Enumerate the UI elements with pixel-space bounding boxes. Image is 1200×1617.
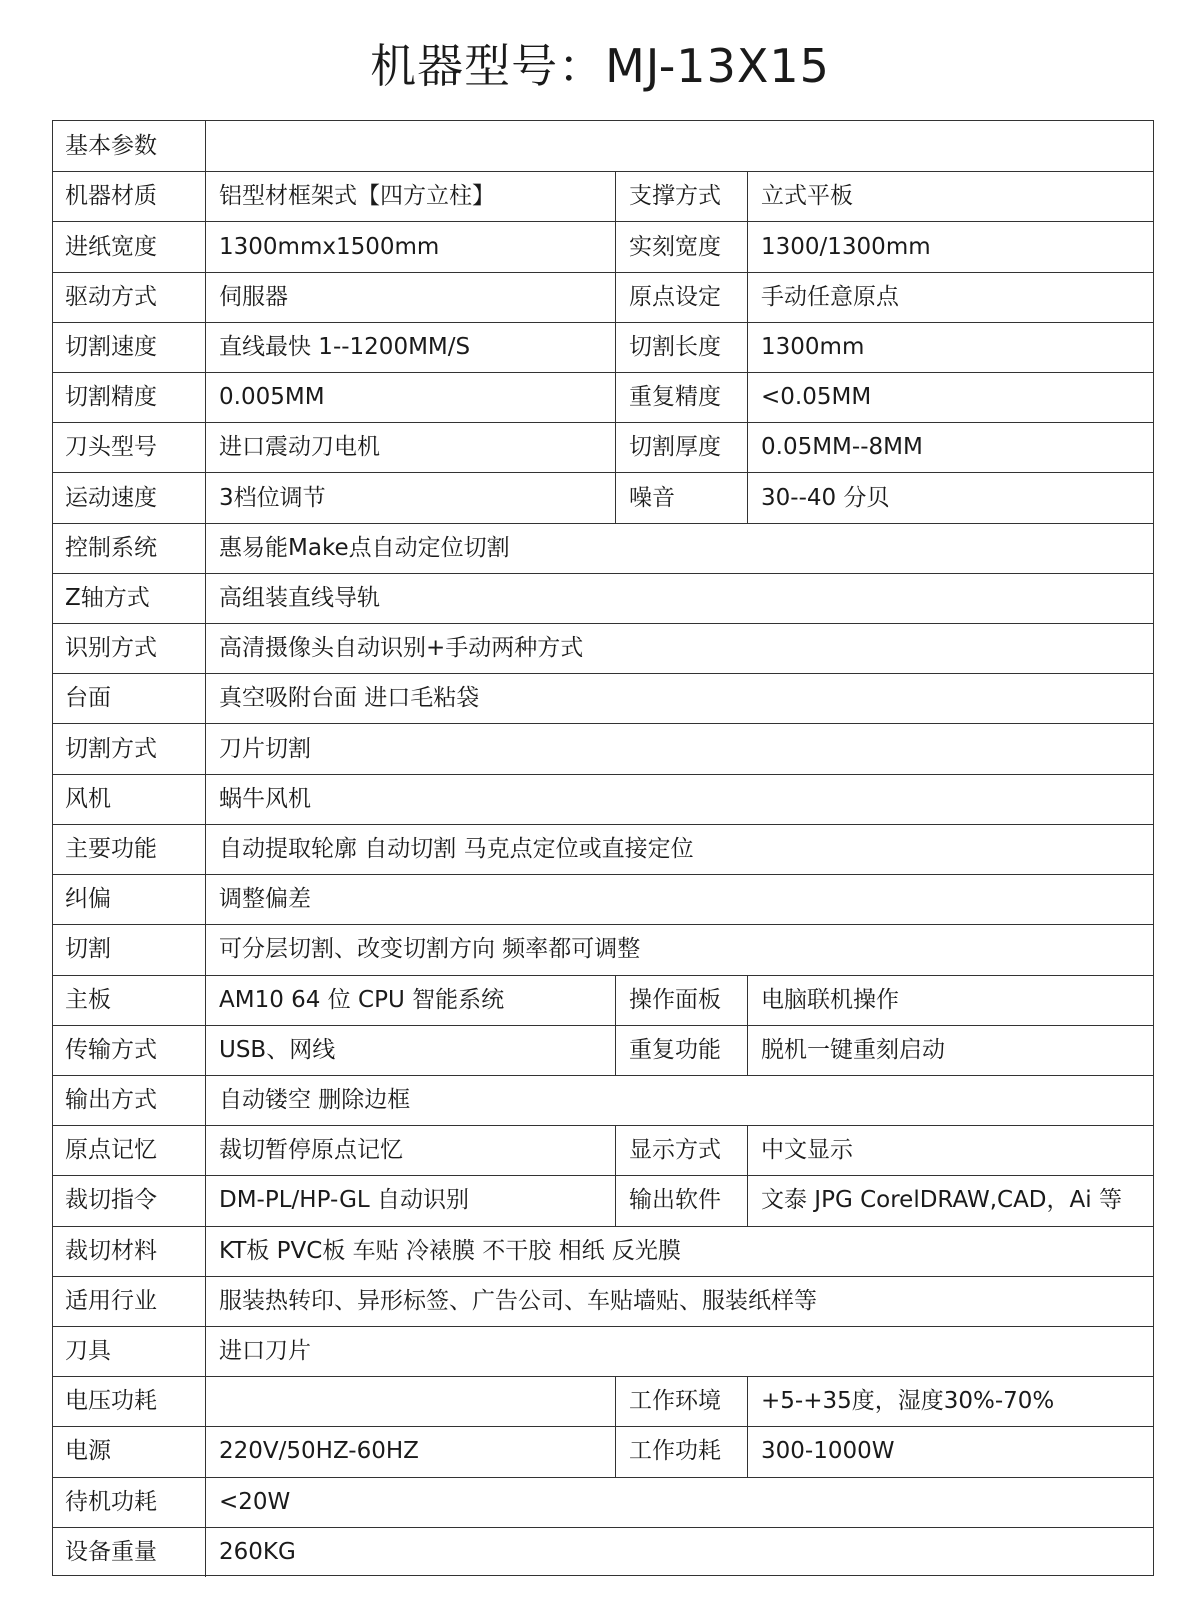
- spec-value: 直线最快 1--1200MM/S: [219, 333, 471, 360]
- column-divider: [205, 121, 206, 1577]
- spec-value-2: <0.05MM: [761, 384, 872, 411]
- sub-column-divider-right: [747, 1025, 748, 1075]
- sub-column-divider-right: [747, 1175, 748, 1225]
- row-divider: [53, 1527, 1153, 1528]
- spec-label-2: 原点设定: [629, 283, 721, 310]
- sub-column-divider-left: [615, 1125, 616, 1175]
- row-divider: [53, 824, 1153, 825]
- spec-value: 高清摄像头自动识别+手动两种方式: [219, 635, 584, 662]
- sub-column-divider-left: [615, 1175, 616, 1225]
- row-divider: [53, 1477, 1153, 1478]
- spec-value: 蜗牛风机: [219, 785, 311, 812]
- spec-label: 主板: [65, 986, 111, 1013]
- spec-value: 铝型材框架式【四方立柱】: [219, 183, 495, 210]
- row-divider: [53, 272, 1153, 273]
- spec-value-2: 手动任意原点: [761, 283, 899, 310]
- spec-value: 自动提取轮廓 自动切割 马克点定位或直接定位: [219, 836, 694, 862]
- spec-label-2: 重复精度: [629, 384, 721, 411]
- row-divider: [53, 975, 1153, 976]
- row-divider: [53, 1075, 1153, 1076]
- spec-label: 基本参数: [65, 133, 157, 160]
- sub-column-divider-left: [615, 1376, 616, 1426]
- spec-value: 进口刀片: [219, 1338, 311, 1365]
- sub-column-divider-left: [615, 422, 616, 472]
- sub-column-divider-left: [615, 1426, 616, 1476]
- spec-label: 待机功耗: [65, 1488, 157, 1515]
- spec-label: 运动速度: [65, 484, 157, 511]
- sub-column-divider-right: [747, 472, 748, 522]
- row-divider: [53, 472, 1153, 473]
- sub-column-divider-left: [615, 221, 616, 271]
- spec-value: AM10 64 位 CPU 智能系统: [219, 986, 505, 1013]
- sub-column-divider-right: [747, 221, 748, 271]
- spec-value: KT板 PVC板 车贴 冷裱膜 不干胶 相纸 反光膜: [219, 1237, 681, 1264]
- spec-value-2: 1300mm: [761, 333, 865, 360]
- spec-label: 进纸宽度: [65, 233, 157, 260]
- spec-value: 进口震动刀电机: [219, 434, 380, 461]
- spec-value: 220V/50HZ-60HZ: [219, 1438, 419, 1465]
- spec-value: 260KG: [219, 1538, 296, 1565]
- spec-label: 输出方式: [65, 1087, 157, 1114]
- row-divider: [53, 1175, 1153, 1176]
- row-divider: [53, 523, 1153, 524]
- spec-label: 纠偏: [65, 886, 111, 913]
- spec-value: 高组装直线导轨: [219, 584, 380, 611]
- spec-label: 识别方式: [65, 635, 157, 662]
- spec-label-2: 输出软件: [629, 1187, 721, 1214]
- sub-column-divider-right: [747, 322, 748, 372]
- spec-label-2: 切割厚度: [629, 434, 721, 461]
- sub-column-divider-left: [615, 272, 616, 322]
- spec-label: 设备重量: [65, 1538, 157, 1565]
- sub-column-divider-right: [747, 422, 748, 472]
- spec-table: [52, 120, 1154, 1576]
- row-divider: [53, 422, 1153, 423]
- spec-label: 电源: [65, 1438, 111, 1465]
- spec-label: 传输方式: [65, 1036, 157, 1063]
- spec-value-2: 300-1000W: [761, 1438, 895, 1465]
- spec-value: 调整偏差: [219, 886, 311, 913]
- spec-value: USB、网线: [219, 1036, 336, 1063]
- spec-value-2: 电脑联机操作: [761, 986, 899, 1013]
- sub-column-divider-right: [747, 1426, 748, 1476]
- sub-column-divider-left: [615, 1025, 616, 1075]
- spec-value: 伺服器: [219, 283, 288, 310]
- row-divider: [53, 1125, 1153, 1126]
- row-divider: [53, 1326, 1153, 1327]
- spec-value-2: 中文显示: [761, 1137, 853, 1164]
- row-divider: [53, 372, 1153, 373]
- spec-label: 刀具: [65, 1338, 111, 1365]
- spec-label: 切割: [65, 936, 111, 963]
- sub-column-divider-left: [615, 975, 616, 1025]
- spec-value-2: 0.05MM--8MM: [761, 434, 923, 461]
- spec-label: 原点记忆: [65, 1137, 157, 1164]
- spec-label: 驱动方式: [65, 283, 157, 310]
- spec-value-2: 文泰 JPG CorelDRAW,CAD，Ai 等: [761, 1187, 1122, 1214]
- spec-value: 0.005MM: [219, 384, 325, 411]
- spec-label: 切割方式: [65, 735, 157, 762]
- spec-label-2: 工作功耗: [629, 1438, 721, 1465]
- row-divider: [53, 774, 1153, 775]
- row-divider: [53, 1226, 1153, 1227]
- sub-column-divider-right: [747, 372, 748, 422]
- sub-column-divider-right: [747, 272, 748, 322]
- spec-label-2: 实刻宽度: [629, 233, 721, 260]
- spec-label: 切割精度: [65, 384, 157, 411]
- sub-column-divider-right: [747, 171, 748, 221]
- row-divider: [53, 573, 1153, 574]
- sub-column-divider-right: [747, 1376, 748, 1426]
- spec-label: 台面: [65, 685, 111, 712]
- spec-value: 刀片切割: [219, 735, 311, 762]
- spec-value: 裁切暂停原点记忆: [219, 1137, 403, 1164]
- row-divider: [53, 221, 1153, 222]
- sub-column-divider-left: [615, 171, 616, 221]
- spec-label-2: 切割长度: [629, 333, 721, 360]
- spec-label: 电压功耗: [65, 1388, 157, 1415]
- spec-label: 适用行业: [65, 1287, 157, 1314]
- spec-label: 切割速度: [65, 333, 157, 360]
- row-divider: [53, 723, 1153, 724]
- row-divider: [53, 1426, 1153, 1427]
- spec-value: 服装热转印、异形标签、广告公司、车贴墙贴、服装纸样等: [219, 1287, 817, 1314]
- spec-label-2: 噪音: [629, 484, 675, 511]
- spec-label: 裁切材料: [65, 1237, 157, 1264]
- sub-column-divider-right: [747, 1125, 748, 1175]
- spec-label: 风机: [65, 785, 111, 812]
- spec-value: DM-PL/HP-GL 自动识别: [219, 1187, 470, 1214]
- row-divider: [53, 874, 1153, 875]
- spec-value: 1300mmx1500mm: [219, 233, 440, 260]
- spec-label: 刀头型号: [65, 434, 157, 461]
- spec-label: 控制系统: [65, 534, 157, 561]
- spec-value-2: 1300/1300mm: [761, 233, 931, 260]
- spec-label: 机器材质: [65, 183, 157, 210]
- sub-column-divider-left: [615, 322, 616, 372]
- page-title: 机器型号：MJ-13X15: [370, 39, 830, 93]
- row-divider: [53, 1276, 1153, 1277]
- row-divider: [53, 1376, 1153, 1377]
- row-divider: [53, 673, 1153, 674]
- spec-label: 裁切指令: [65, 1187, 157, 1214]
- spec-value-2: +5-+35度，湿度30%-70%: [761, 1388, 1055, 1415]
- row-divider: [53, 623, 1153, 624]
- spec-label-2: 操作面板: [629, 986, 721, 1013]
- spec-value: 惠易能Make点自动定位切割: [219, 534, 510, 561]
- spec-value-2: 立式平板: [761, 183, 853, 210]
- spec-label-2: 重复功能: [629, 1036, 721, 1063]
- spec-value: 可分层切割、改变切割方向 频率都可调整: [219, 936, 641, 963]
- spec-value: 3档位调节: [219, 484, 326, 511]
- spec-value-2: 脱机一键重刻启动: [761, 1036, 945, 1063]
- spec-label-2: 显示方式: [629, 1137, 721, 1164]
- sub-column-divider-right: [747, 975, 748, 1025]
- row-divider: [53, 322, 1153, 323]
- spec-label: Z轴方式: [65, 584, 150, 611]
- row-divider: [53, 171, 1153, 172]
- row-divider: [53, 924, 1153, 925]
- sub-column-divider-left: [615, 472, 616, 522]
- row-divider: [53, 1025, 1153, 1026]
- sub-column-divider-left: [615, 372, 616, 422]
- spec-value: 自动镂空 删除边框: [219, 1087, 411, 1114]
- spec-value: <20W: [219, 1488, 291, 1515]
- spec-label-2: 工作环境: [629, 1388, 721, 1415]
- spec-label: 主要功能: [65, 836, 157, 862]
- spec-label-2: 支撑方式: [629, 183, 721, 210]
- spec-value: 真空吸附台面 进口毛粘袋: [219, 685, 480, 712]
- spec-value-2: 30--40 分贝: [761, 484, 890, 511]
